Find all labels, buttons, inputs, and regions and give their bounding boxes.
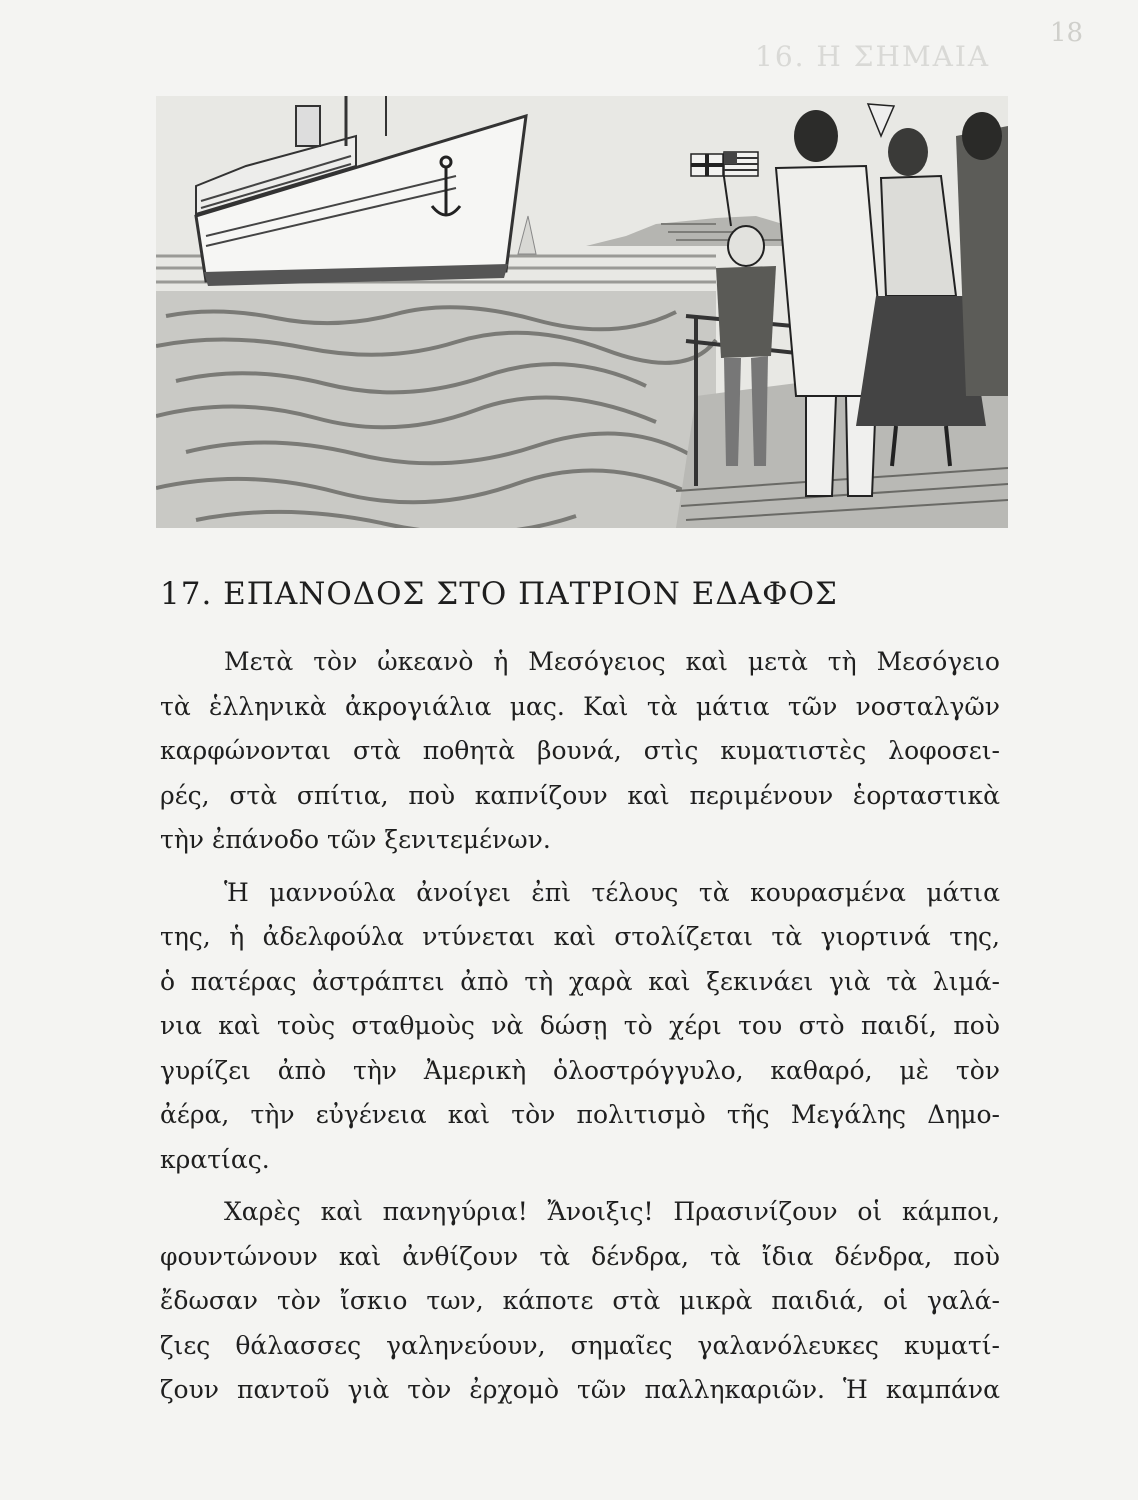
text-line: κρατίας. (160, 1144, 270, 1174)
chapter-body (160, 640, 1000, 1413)
text-line: φουντώνουν καὶ ἀνθίζουν τὰ δένδρα, τὰ ἴδια δένδρα, ποὺ (160, 1241, 1000, 1271)
text-line: καρφώνονται στὰ ποθητὰ βουνά, στὶς κυματιστὲς λοφοσει- (160, 736, 1000, 765)
page-number: 18 (1050, 18, 1084, 48)
ship-arrival-illustration (156, 96, 1008, 528)
chapter-title: 17. ΕΠΑΝΟΔΟΣ ΣΤΟ ΠΑΤΡΙΟΝ ΕΔΑΦΟΣ (160, 576, 838, 612)
text-line: ἀέρα, τὴν εὐγένεια καὶ τὸν πολιτισμὸ τῆς Μεγάλης Δημο- (160, 1100, 1000, 1129)
text-line: ἔδωσαν τὸν ἴσκιο των, κάποτε στὰ μικρὰ παιδιά, οἱ γαλά- (160, 1286, 1000, 1315)
text-line: ὁ πατέρας ἀστράπτει ἀπὸ τὴ χαρὰ καὶ ξεκινάει γιὰ τὰ λιμά- (160, 966, 1000, 996)
bleed-through-heading: 16. Η ΣΗΜΑΙΑ (755, 40, 991, 73)
text-line: τὰ ἑλληνικὰ ἀκρογιάλια μας. Καὶ τὰ μάτια τῶν νοσταλγῶν (160, 691, 1000, 721)
text-line: Χαρὲς καὶ πανηγύρια! Ἄνοιξις! Πρασινίζουν οἱ κάμποι, (224, 1197, 1000, 1226)
text-line: ρές, στὰ σπίτια, ποὺ καπνίζουν καὶ περιμένουν ἑορταστικὰ (160, 780, 1000, 810)
text-line: Ἡ μαννούλα ἀνοίγει ἐπὶ τέλους τὰ κουρασμένα μάτια (224, 877, 1000, 907)
text-line: της, ἡ ἀδελφούλα ντύνεται καὶ στολίζεται τὰ γιορτινά της, (160, 922, 1000, 951)
text-line: γυρίζει ἀπὸ τὴν Ἀμερικὴ ὁλοστρόγγυλο, καθαρό, μὲ τὸν (160, 1055, 1000, 1085)
text-line: ζουν παντοῦ γιὰ τὸν ἐρχομὸ τῶν παλληκαριῶν. Ἡ καμπάνα (160, 1375, 1000, 1404)
text-line: ζιες θάλασσες γαληνεύουν, σημαῖες γαλανόλευκες κυματί- (160, 1330, 1000, 1360)
text-line: νια καὶ τοὺς σταθμοὺς νὰ δώσῃ τὸ χέρι του στὸ παιδί, ποὺ (160, 1011, 1000, 1040)
greek-flag-icon (691, 154, 723, 176)
us-flag-icon (724, 152, 758, 176)
text-line: Μετὰ τὸν ὠκεανὸ ἡ Μεσόγειος καὶ μετὰ τὴ Μεσόγειο (224, 647, 1000, 676)
text-line: τὴν ἐπάνοδο τῶν ξενιτεμένων. (160, 825, 551, 854)
